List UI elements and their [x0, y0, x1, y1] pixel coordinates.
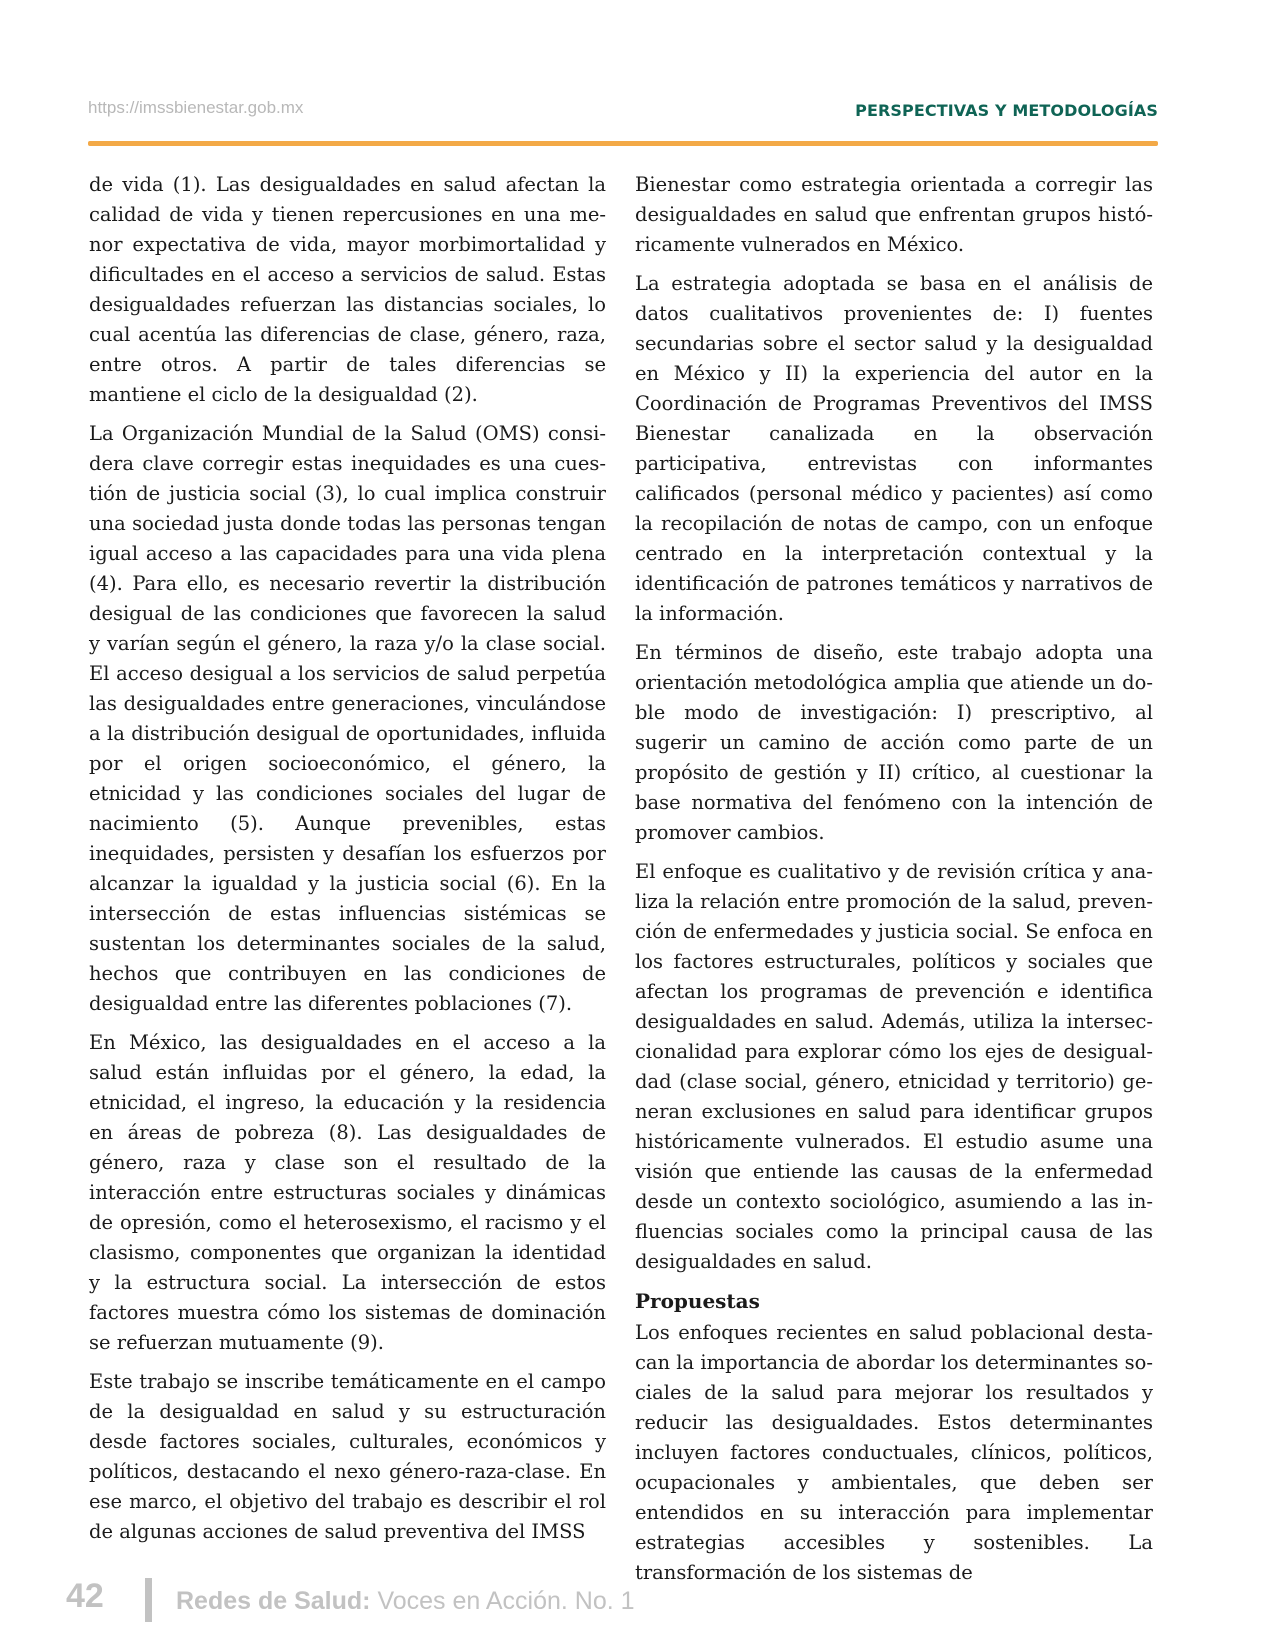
- publication-title-rest: Voces en Acción. No. 1: [370, 1587, 635, 1615]
- header-divider: [88, 141, 1158, 146]
- right-column: [635, 170, 1153, 1597]
- paragraph: En México, las desigualdades en el acceso a la salud están influidas por el género, la edad, la etnicidad, el ingreso, la educación y la residencia en áreas de pobreza (8). Las desigualdades de género, raza y clase son el resultado de la interacción entre estructuras sociales y dinámicas de opresión, como el heterosexismo, el racismo y el clasismo, componentes que organizan la identidad y la estructura social. La intersección de estos factores muestra cómo los sistemas de dominación se refuerzan mutuamente (9).: [89, 1031, 606, 1354]
- paragraph: La estrategia adoptada se basa en el análisis de datos cualitativos provenientes de: I) fuentes secundarias sobre el sector salud y la desigualdad en México y II) la experiencia del autor en la Coordinación de Programas Preventivos del IMSS Bienestar canalizada en la observación participativa, entrevistas con informantes calificados (personal médico y pacientes) así como la recopilación de notas de campo, con un enfoque centrado en la interpretación contextual y la identificación de patrones temáticos y narrativos de la información.: [635, 272, 1153, 625]
- section-title: PERSPECTIVAS Y METODOLOGÍAS: [855, 101, 1158, 120]
- paragraph: Bienestar como estrategia orientada a corregir las desigualdades en salud que enfrentan grupos históricamente vulnerados en México.: [635, 173, 1153, 256]
- paragraph: de vida (1). Las desigualdades en salud afectan la calidad de vida y tienen repercusiones en una menor expectativa de vida, mayor morbimortalidad y dificultades en el acceso a servicios de salud. Estas desigualdades refuerzan las distancias sociales, lo cual acentúa las diferencias de clase, género, raza, entre otros. A partir de tales diferencias se mantiene el ciclo de la desigualdad (2).: [89, 173, 606, 406]
- paragraph: En términos de diseño, este trabajo adopta una orientación metodológica amplia que atiende un doble modo de investigación: I) prescriptivo, al sugerir un camino de acción como parte de un propósito de gestión y II) crítico, al cuestionar la base normativa del fenómeno con la intención de promover cambios.: [635, 641, 1153, 844]
- section-heading-propuestas: Propuestas: [635, 1289, 760, 1313]
- paragraph: La Organización Mundial de la Salud (OMS) considera clave corregir estas inequidades es una cuestión de justicia social (3), lo cual implica construir una sociedad justa donde todas las personas tengan igual acceso a las capacidades para una vida plena (4). Para ello, es necesario revertir la distribución desigual de las condiciones que favorecen la salud y varían según el género, la raza y/o la clase social. El acceso desigual a los servicios de salud perpetúa las desigualdades entre generaciones, vinculándose a la distribución desigual de oportunidades, influida por el origen socioeconómico, el género, la etnicidad y las condiciones sociales del lugar de nacimiento (5). Aunque prevenibles, estas inequidades, persisten y desafían los esfuerzos por alcanzar la igualdad y la justicia social (6). En la intersección de estas influencias sistémicas se sustentan los determinantes sociales de la salud, hechos que contribuyen en las condiciones de desigualdad entre las diferentes poblaciones (7).: [89, 422, 606, 1015]
- left-column: [89, 170, 606, 1556]
- footer-divider: [145, 1578, 152, 1622]
- publication-title-bold: Redes de Salud:: [176, 1587, 371, 1615]
- header-url-link[interactable]: https://imssbienestar.gob.mx: [88, 98, 304, 117]
- page-number: 42: [66, 1577, 104, 1615]
- paragraph: Los enfoques recientes en salud poblacional destacan la importancia de abordar los determinantes sociales de la salud para mejorar los resultados y reducir las desigualdades. Estos determinantes incluyen factores conductuales, clínicos, políticos, ocupacionales y ambientales, que deben ser entendidos en su interacción para implementar estrategias accesibles y sostenibles. La transformación de los sistemas de: [635, 1321, 1153, 1584]
- paragraph: El enfoque es cualitativo y de revisión crítica y analiza la relación entre promoción de la salud, prevención de enfermedades y justicia social. Se enfoca en los factores estructurales, políticos y sociales que afectan los programas de prevención e identifica desigualdades en salud. Además, utiliza la interseccionalidad para explorar cómo los ejes de desigualdad (clase social, género, etnicidad y territorio) generan exclusiones en salud para identificar grupos históricamente vulnerados. El estudio asume una visión que entiende las causas de la enfermedad desde un contexto sociológico, asumiendo a las influencias sociales como la principal causa de las desigualdades en salud.: [635, 860, 1153, 1273]
- paragraph: Este trabajo se inscribe temáticamente en el campo de la desigualdad en salud y su estructuración desde factores sociales, culturales, económicos y políticos, destacando el nexo género-raza-clase. En ese marco, el objetivo del trabajo es describir el rol de algunas acciones de salud preventiva del IMSS: [89, 1370, 606, 1543]
- publication-title: [176, 1587, 635, 1616]
